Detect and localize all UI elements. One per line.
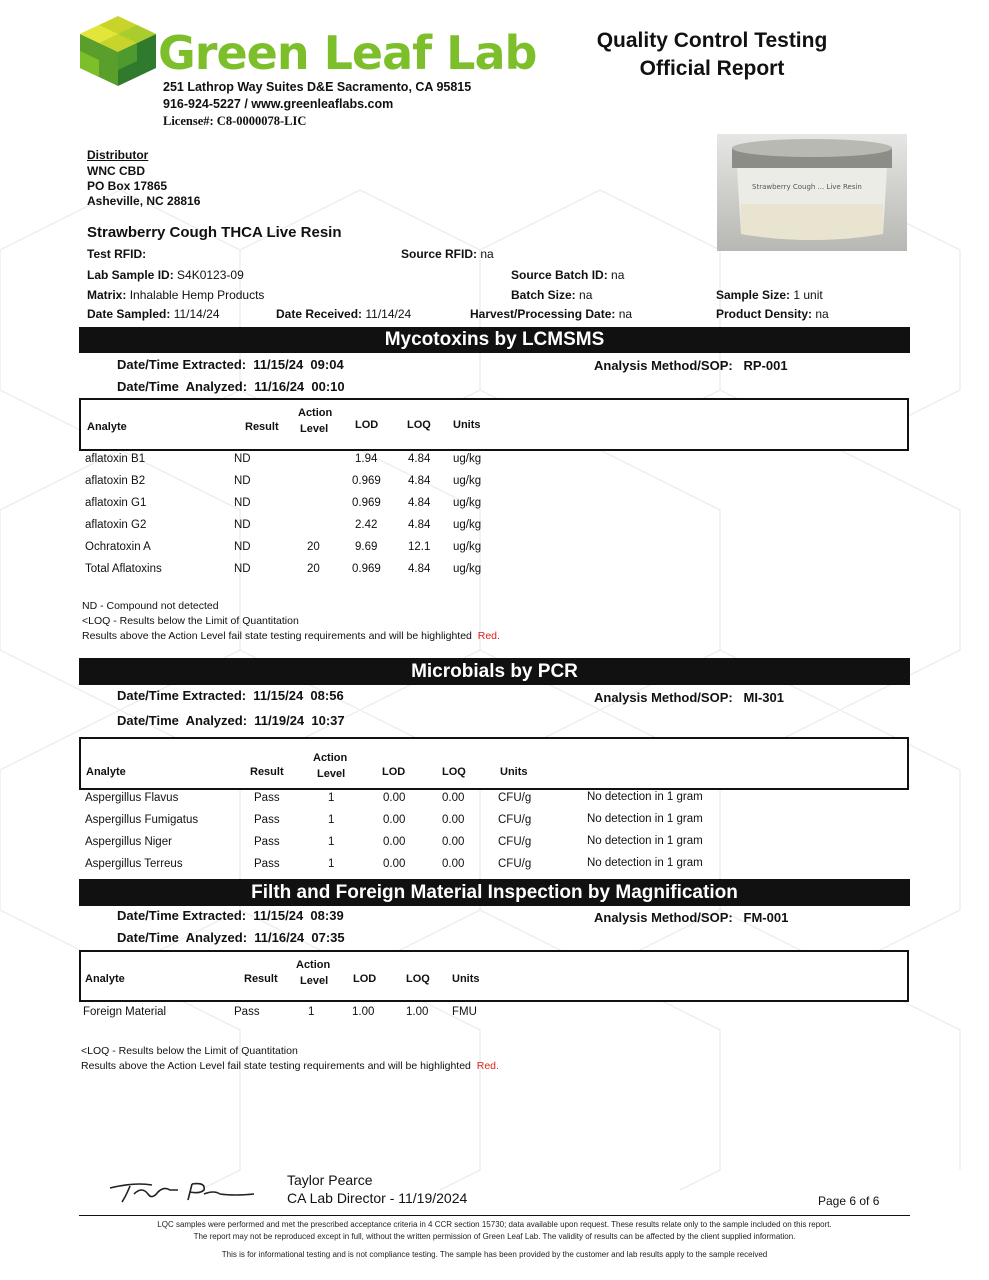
table-row: aflatoxin B2 ND 0.969 4.84 ug/kg — [85, 475, 482, 487]
footer-divider — [79, 1215, 910, 1216]
distributor-address1: PO Box 17865 — [87, 179, 168, 193]
table-row: Foreign Material Pass 1 1.00 1.00 FMU — [83, 1006, 477, 1018]
filth-analyzed: Date/Time Analyzed: 11/16/24 07:35 — [117, 930, 345, 945]
product-name: Strawberry Cough THCA Live Resin — [87, 224, 342, 241]
lab-license: License#: C8-0000078-LIC — [163, 114, 307, 128]
distributor-heading: Distributor — [87, 148, 149, 162]
harvest-date: Harvest/Processing Date: na — [470, 307, 633, 321]
table-row: Total Aflatoxins ND 20 0.969 4.84 ug/kg — [85, 563, 482, 575]
table-row: Ochratoxin A ND 20 9.69 12.1 ug/kg — [85, 541, 482, 553]
page-number: Page 6 of 6 — [818, 1194, 880, 1208]
mycotoxins-table-header: Analyte Result Action Level LOD LOQ Units — [79, 398, 909, 451]
mycotoxins-analyzed: Date/Time Analyzed: 11/16/24 00:10 — [117, 379, 345, 394]
filth-table-header: Analyte Result Action Level LOD LOQ Units — [79, 950, 909, 1002]
note-action-level: Results above the Action Level fail state testing requirements and will be highlighted Red. — [82, 630, 500, 642]
footer-line1: LQC samples were performed and met the prescribed acceptance criteria in 4 CCR section 15730; data available upon request. These results relate only to the sample included on this report. — [157, 1220, 832, 1229]
microbials-method: Analysis Method/SOP: MI-301 — [594, 690, 784, 705]
mycotoxins-extracted: Date/Time Extracted: 11/15/24 09:04 — [117, 357, 344, 372]
table-row: Aspergillus Terreus Pass 1 0.00 0.00 CFU/g No detection in 1 gram — [85, 857, 703, 870]
filth-note-loq: <LOQ - Results below the Limit of Quantitation — [81, 1045, 298, 1057]
mycotoxins-title-bar: Mycotoxins by LCMSMS — [79, 327, 910, 353]
report-title: Quality Control Testing Official Report — [596, 29, 828, 80]
signature-scribble — [104, 1176, 264, 1206]
lab-address: 251 Lathrop Way Suites D&E Sacramento, CA 95815 — [163, 80, 472, 94]
distributor-name: WNC CBD — [87, 164, 145, 178]
filth-title-bar: Filth and Foreign Material Inspection by Magnification — [79, 879, 910, 906]
filth-method: Analysis Method/SOP: FM-001 — [594, 910, 789, 925]
filth-note-action-level: Results above the Action Level fail state testing requirements and will be highlighted Red. — [81, 1060, 499, 1072]
microbials-table-header: Analyte Result Action Level LOD LOQ Units — [79, 737, 909, 790]
table-row: aflatoxin B1 ND 1.94 4.84 ug/kg — [85, 453, 482, 465]
lab-logo-cube — [80, 16, 156, 86]
microbials-analyzed: Date/Time Analyzed: 11/19/24 10:37 — [117, 713, 345, 728]
microbials-extracted: Date/Time Extracted: 11/15/24 08:56 — [117, 688, 344, 703]
note-nd: ND - Compound not detected — [82, 600, 219, 612]
table-row: Aspergillus Flavus Pass 1 0.00 0.00 CFU/g No detection in 1 gram — [85, 791, 703, 804]
signer-name: Taylor Pearce — [287, 1172, 373, 1188]
sample-size: Sample Size: 1 unit — [716, 288, 823, 302]
source-batch-id: Source Batch ID: na — [511, 268, 625, 282]
filth-extracted: Date/Time Extracted: 11/15/24 08:39 — [117, 908, 344, 923]
table-row: aflatoxin G2 ND 2.42 4.84 ug/kg — [85, 519, 482, 531]
table-row: Aspergillus Fumigatus Pass 1 0.00 0.00 CFU/g No detection in 1 gram — [85, 813, 703, 826]
microbials-title-bar: Microbials by PCR — [79, 658, 910, 685]
footer-line2: The report may not be reproduced except in full, without the written permission of Green Leaf Lab. The validity of results can be affected by the client supplied information. — [193, 1232, 796, 1241]
date-sampled: Date Sampled: 11/14/24 — [87, 307, 220, 321]
distributor-address2: Asheville, NC 28816 — [87, 194, 201, 208]
product-density: Product Density: na — [716, 307, 829, 321]
batch-size: Batch Size: na — [511, 288, 593, 302]
note-loq: <LOQ - Results below the Limit of Quantitation — [82, 615, 299, 627]
table-row: aflatoxin G1 ND 0.969 4.84 ug/kg — [85, 497, 482, 509]
matrix: Matrix: Inhalable Hemp Products — [87, 288, 265, 302]
date-received: Date Received: 11/14/24 — [276, 307, 412, 321]
mycotoxins-method: Analysis Method/SOP: RP-001 — [594, 358, 788, 373]
footer-line3: This is for informational testing and is not compliance testing. The sample has been provided by the customer and lab results apply to the sample received — [221, 1250, 768, 1259]
source-rfid: Source RFID: na — [401, 247, 494, 261]
signer-title: CA Lab Director - 11/19/2024 — [287, 1190, 468, 1206]
lab-contact: 916-924-5227 / www.greenleaflabs.com — [163, 97, 394, 111]
test-rfid-label: Test RFID: — [87, 247, 147, 261]
lab-sample-id: Lab Sample ID: S4K0123-09 — [87, 268, 244, 282]
table-row: Aspergillus Niger Pass 1 0.00 0.00 CFU/g No detection in 1 gram — [85, 835, 703, 848]
photo-label: Strawberry Cough ... Live Resin — [752, 183, 862, 191]
sample-photo — [717, 134, 907, 251]
lab-name: Green Leaf Lab — [158, 26, 537, 80]
